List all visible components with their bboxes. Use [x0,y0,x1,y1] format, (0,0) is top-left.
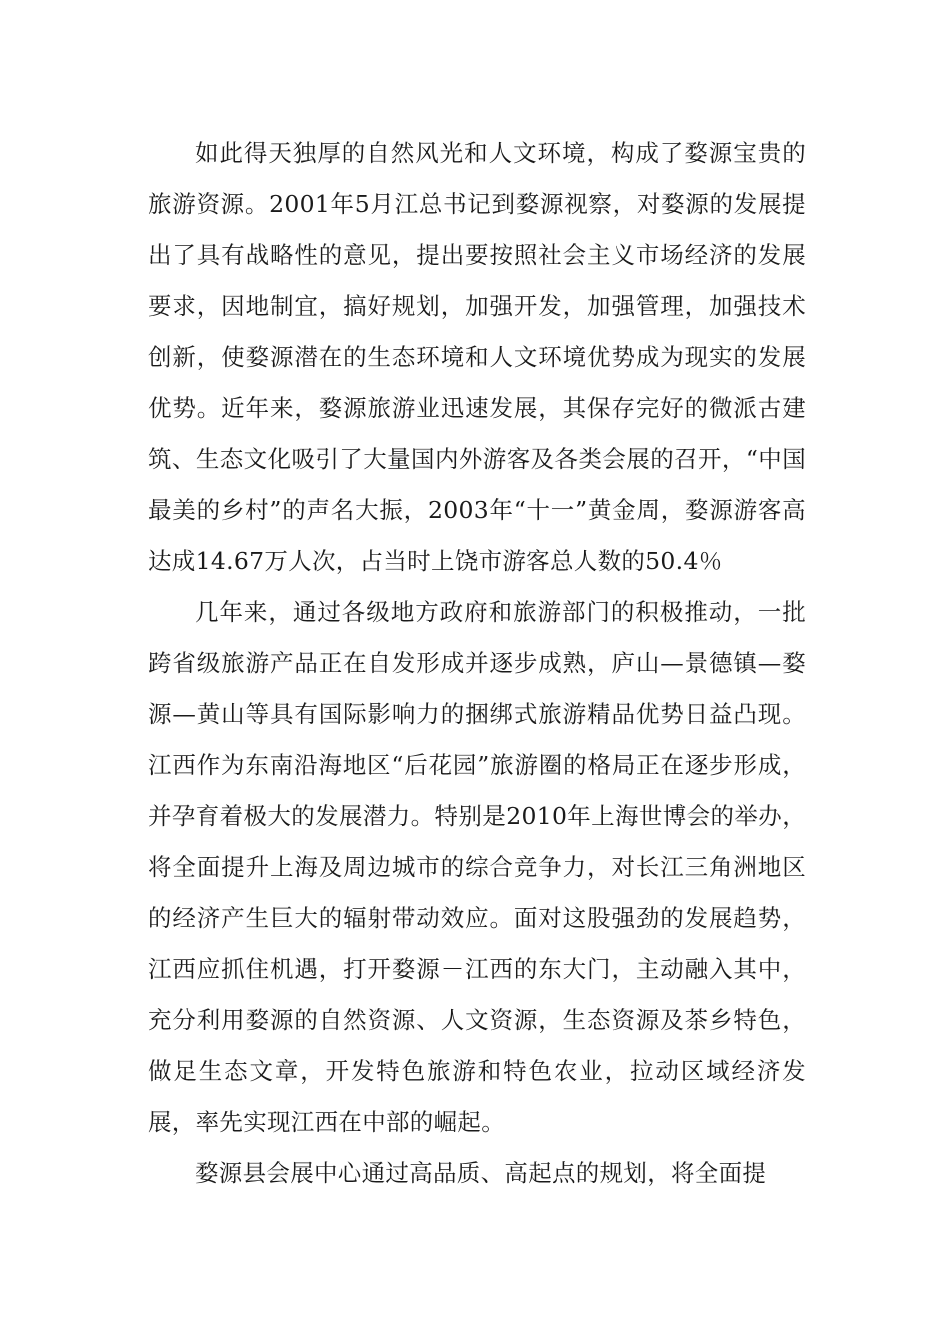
paragraph-regional-development: 几年来，通过各级地方政府和旅游部门的积极推动，一批跨省级旅游产品正在自发形成并逐步成熟，庐山—景德镇—婺源—黄山等具有国际影响力的捆绑式旅游精品优势日益凸现。江西作为东南沿海地区“后花园”旅游圈的格局正在逐步形成，并孕育着极大的发展潜力。特别是2010年上海世博会的举办，将全面提升上海及周边城市的综合竞争力，对长江三角洲地区的经济产生巨大的辐射带动效应。面对这股强劲的发展趋势，江西应抓住机遇，打开婺源－江西的东大门，主动融入其中，充分利用婺源的自然资源、人文资源，生态资源及茶乡特色，做足生态文章，开发特色旅游和特色农业，拉动区域经济发展，率先实现江西在中部的崛起。 [148,598,806,1136]
paragraph-tourism-resources: 如此得天独厚的自然风光和人文环境，构成了婺源宝贵的旅游资源。2001年5月江总书记到婺源视察，对婺源的发展提出了具有战略性的意见，提出要按照社会主义市场经济的发展要求，因地制宜，搞好规划，加强开发，加强管理，加强技术创新，使婺源潜在的生态环境和人文环境优势成为现实的发展优势。近年来，婺源旅游业迅速发展，其保存完好的微派古建筑、生态文化吸引了大量国内外游客及各类会展的召开，“中国最美的乡村”的声名大振，2003年“十一”黄金周，婺源游客高达成14.67万人次，占当时上饶市游客总人数的50.4％ [148,139,806,575]
paragraph-convention-center: 婺源县会展中心通过高品质、高起点的规划，将全面提 [195,1159,767,1187]
document-page [148,128,806,1199]
